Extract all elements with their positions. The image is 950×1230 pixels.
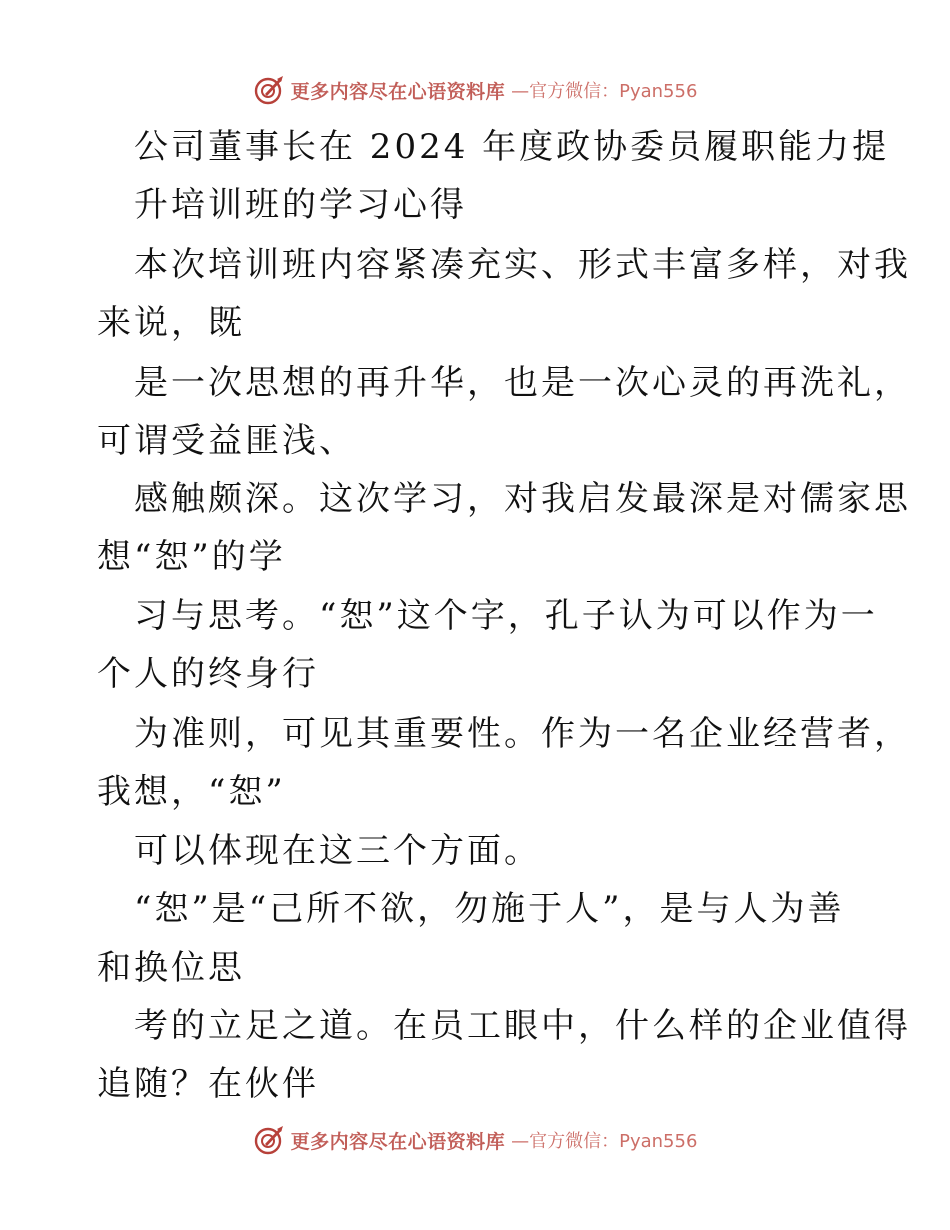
paragraph-line: 感触颇深。这次学习，对我启发最深是对儒家思 — [134, 479, 911, 519]
paragraph-line: 和换位思 — [97, 948, 245, 988]
paragraph-line: 本次培训班内容紧凑充实、形式丰富多样，对我 — [134, 245, 911, 285]
watermark-footer — [0, 1122, 950, 1158]
paragraph-line: 是一次思想的再升华，也是一次心灵的再洗礼， — [134, 363, 911, 403]
watermark-text: 更多内容尽在心语资料库 — [290, 80, 506, 103]
paragraph-line: 个人的终身行 — [97, 654, 319, 694]
paragraph-line: 为准则，可见其重要性。作为一名企业经营者， — [134, 714, 911, 754]
title-line-1: 公司董事长在 2024 年度政协委员履职能力提 — [134, 127, 890, 167]
quill-logo-icon — [253, 74, 285, 106]
paragraph-line: 来说，既 — [97, 303, 245, 343]
watermark-contact: —官方微信：Pyan556 — [511, 81, 698, 102]
paragraph-line: 可以体现在这三个方面。 — [134, 831, 541, 871]
watermark-contact: —官方微信：Pyan556 — [511, 1131, 698, 1152]
quill-logo-icon — [253, 1124, 285, 1156]
watermark-header — [0, 72, 950, 108]
paragraph-line: 我想，“恕” — [97, 772, 286, 812]
paragraph-line: 想“恕”的学 — [97, 537, 286, 577]
title-line-2: 升培训班的学习心得 — [134, 185, 467, 225]
paragraph-line: 可谓受益匪浅、 — [97, 421, 356, 461]
watermark-text: 更多内容尽在心语资料库 — [290, 1130, 506, 1153]
paragraph-line: “恕”是“己所不欲，勿施于人”，是与人为善 — [134, 889, 845, 929]
paragraph-line: 习与思考。“恕”这个字，孔子认为可以作为一 — [134, 596, 878, 636]
paragraph-line: 考的立足之道。在员工眼中，什么样的企业值得 — [134, 1006, 911, 1046]
paragraph-line: 追随？在伙伴 — [97, 1064, 319, 1104]
